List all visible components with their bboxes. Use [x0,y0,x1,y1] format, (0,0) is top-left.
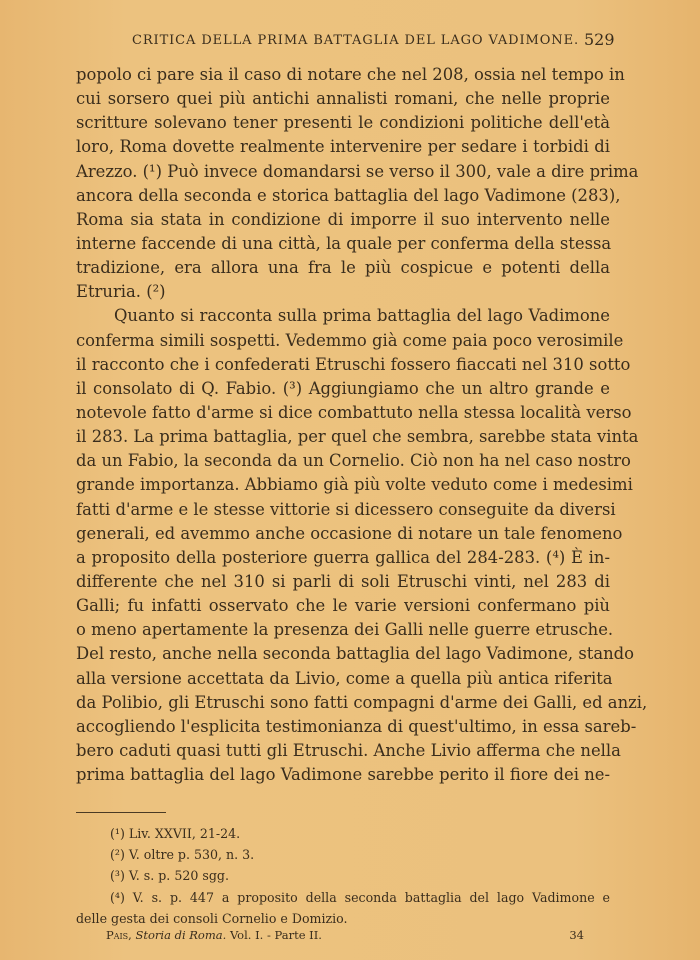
footnote: (⁴) V. s. p. 447 a proposito della seconda battaglia del lago Vadimone e [110,889,610,905]
text-line: da un Fabio, la seconda da un Cornelio. Ciò non ha nel caso nostro [76,451,631,471]
text-line: tradizione, era allora una fra le più cospicue e potenti della [76,258,610,278]
signature-sheet-number: 34 [569,928,584,942]
text-line: da Polibio, gli Etruschi sono fatti compagni d'arme dei Galli, ed anzi, [76,692,648,712]
signature-volume: Vol. I. - Parte II. [229,928,322,942]
signature-title: Storia di Roma. [135,928,227,942]
text-line: a proposito della posteriore guerra gallica del 284-283. (⁴) È in- [76,547,610,567]
text-line: il racconto che i confederati Etruschi fossero fiaccati nel 310 sotto [76,354,631,374]
text-line: grande importanza. Abbiamo già più volte veduto come i medesimi [76,475,633,495]
footnotes [76,823,610,929]
text-line: popolo ci pare sia il caso di notare che nel 208, ossia nel tempo in [76,65,625,84]
footnote: (¹) Liv. XXVII, 21-24. [110,826,241,841]
text-line: prima battaglia del lago Vadimone sarebbe perito il fiore dei ne- [76,765,610,785]
signature-author: Pais, [106,928,132,942]
footnote-rule [76,812,166,813]
footnote: (³) V. s. p. 520 sgg. [110,868,229,884]
text-line: scritture solevano tener presenti le condizioni politiche dell'età [76,113,610,133]
text-line: ancora della seconda e storica battaglia del lago Vadimone (283), [76,185,621,205]
text-line: o meno apertamente la presenza dei Galli nelle guerre etrusche. [76,620,614,640]
text-line: generali, ed avemmo anche occasione di notare un tale fenomeno [76,523,623,543]
text-line: accogliendo l'esplicita testimonianza di quest'ultimo, in essa sareb- [76,716,637,736]
text-line: Galli; fu infatti osservato che le varie versioni confermano più [76,596,610,616]
text-line: Roma sia stata in condizione di imporre il suo intervento nelle [76,209,610,229]
text-line: Quanto si racconta sulla prima battaglia del lago Vadimone [114,306,610,326]
text-line: interne faccende di una città, la quale per conferma della stessa [76,233,612,253]
body-text [76,63,648,787]
footnote-continuation: delle gesta dei consoli Cornelio e Domizio. [76,910,348,926]
running-head [0,31,700,53]
printer-signature [106,928,584,948]
text-line: notevole fatto d'arme si dice combattuto nella stessa località verso [76,402,632,422]
text-line: il consolato di Q. Fabio. (³) Aggiungiamo che un altro grande e [76,378,610,398]
text-line: cui sorsero quei più antichi annalisti romani, che nelle proprie [76,89,610,109]
text-line: Del resto, anche nella seconda battaglia del lago Vadimone, stando [76,644,635,664]
text-line: alla versione accettata da Livio, come a quella più antica riferita [76,668,613,688]
text-line: bero caduti quasi tutti gli Etruschi. Anche Livio afferma che nella [76,740,621,760]
text-line: loro, Roma dovette realmente intervenire per sedare i torbidi di [76,137,610,157]
text-line: Arezzo. (¹) Può invece domandarsi se verso il 300, vale a dire prima [76,161,639,181]
signature-text [106,928,322,942]
footnote: (²) V. oltre p. 530, n. 3. [110,847,255,863]
text-line: Etruria. (²) [76,282,166,302]
text-line: conferma simili sospetti. Vedemmo già come paia poco verosimile [76,330,624,350]
text-line: fatti d'arme e le stesse vittorie si dicessero conseguite da diversi [76,499,616,519]
text-line: il 283. La prima battaglia, per quel che sembra, sarebbe stata vinta [76,427,639,447]
page-number: 529 [584,30,615,49]
running-title: CRITICA DELLA PRIMA BATTAGLIA DEL LAGO VADIMONE. [132,33,579,48]
text-line: differente che nel 310 si parli di soli Etruschi vinti, nel 283 di [76,571,610,591]
